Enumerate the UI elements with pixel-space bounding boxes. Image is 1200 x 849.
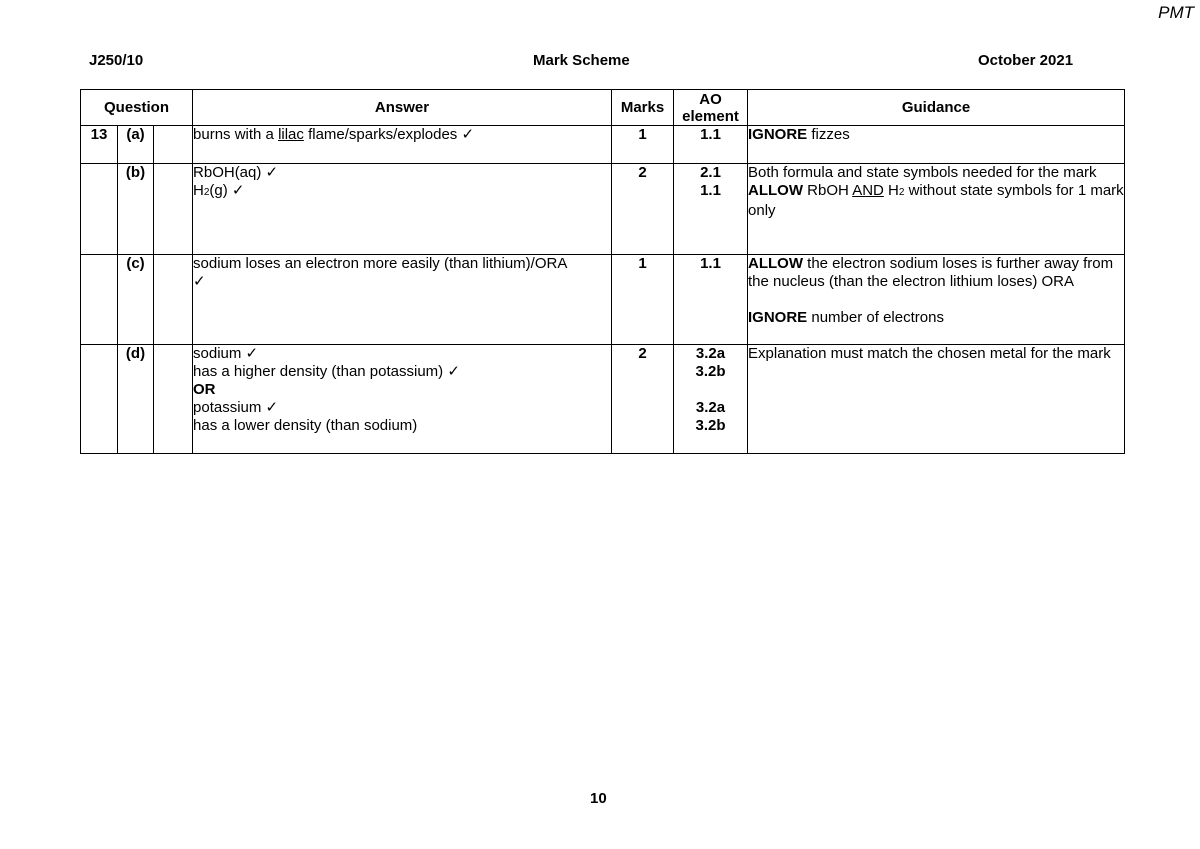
ao-header-line1: AO bbox=[699, 90, 722, 108]
paper-code: J250/10 bbox=[89, 52, 144, 69]
question-subpart bbox=[154, 255, 193, 345]
answer-underlined: lilac bbox=[278, 126, 304, 143]
question-number bbox=[81, 255, 118, 345]
question-part: (d) bbox=[118, 345, 154, 454]
guidance-cell bbox=[748, 164, 1125, 255]
ao-value: 2.1 bbox=[700, 164, 721, 181]
guidance-text: RbOH bbox=[803, 182, 853, 199]
spacer bbox=[748, 291, 1124, 309]
ao-value: 3.2b bbox=[695, 417, 726, 434]
question-subpart bbox=[154, 126, 193, 164]
subscript: 2 bbox=[203, 187, 210, 198]
answer-text: (g) ✓ bbox=[209, 182, 245, 199]
mark-scheme-table bbox=[80, 89, 1125, 454]
exam-date: October 2021 bbox=[978, 52, 1074, 69]
ao-cell: 1.1 bbox=[674, 126, 748, 164]
answer-cell bbox=[193, 126, 612, 164]
document-title: Mark Scheme bbox=[533, 52, 630, 69]
watermark: PMT bbox=[1158, 3, 1194, 22]
question-number bbox=[81, 164, 118, 255]
table-row bbox=[81, 164, 1125, 255]
guidance-header: Guidance bbox=[748, 90, 1125, 126]
marks-cell: 2 bbox=[612, 164, 674, 255]
answer-cell bbox=[193, 345, 612, 454]
question-part: (c) bbox=[118, 255, 154, 345]
guidance-cell bbox=[748, 126, 1125, 164]
guidance-cell bbox=[748, 255, 1125, 345]
guidance-text: fizzes bbox=[807, 126, 850, 143]
answer-line: sodium ✓ bbox=[193, 345, 259, 362]
answer-cell bbox=[193, 255, 612, 345]
table-row bbox=[81, 345, 1125, 454]
answer-line: potassium ✓ bbox=[193, 399, 279, 416]
guidance-text: without state symbols for 1 mark only bbox=[748, 182, 1124, 219]
guidance-text: H bbox=[883, 182, 899, 199]
table-row bbox=[81, 255, 1125, 345]
answer-line: ✓ bbox=[193, 273, 206, 290]
answer-line bbox=[193, 182, 611, 202]
guidance-line bbox=[748, 309, 1124, 327]
answer-line: sodium loses an electron more easily (than lithium)/ORA bbox=[193, 255, 568, 272]
ao-value: 3.2a bbox=[695, 399, 726, 416]
spacer bbox=[674, 381, 747, 399]
guidance-line bbox=[748, 255, 1124, 291]
table-row bbox=[81, 126, 1125, 164]
guidance-keyword: ALLOW bbox=[748, 182, 803, 199]
ao-header bbox=[674, 90, 748, 126]
answer-or: OR bbox=[193, 381, 216, 398]
question-number: 13 bbox=[81, 126, 118, 164]
answer-header: Answer bbox=[193, 90, 612, 126]
answer-line: RbOH(aq) ✓ bbox=[193, 164, 279, 181]
guidance-text: number of electrons bbox=[807, 309, 944, 326]
guidance-keyword: ALLOW bbox=[748, 255, 803, 272]
ao-value: 3.2b bbox=[695, 363, 726, 380]
subscript: 2 bbox=[898, 187, 905, 198]
guidance-text: Both formula and state symbols needed for the mark bbox=[748, 164, 1097, 181]
guidance-underlined: AND bbox=[852, 182, 884, 199]
guidance-cell: Explanation must match the chosen metal for the mark bbox=[748, 345, 1125, 454]
ao-cell bbox=[674, 345, 748, 454]
guidance-line bbox=[748, 182, 1124, 220]
marks-header: Marks bbox=[612, 90, 674, 126]
answer-text: flame/sparks/explodes ✓ bbox=[303, 126, 475, 143]
answer-line: has a lower density (than sodium) bbox=[193, 417, 418, 434]
answer-text: H bbox=[193, 182, 204, 199]
marks-cell: 1 bbox=[612, 126, 674, 164]
question-subpart bbox=[154, 345, 193, 454]
answer-line: has a higher density (than potassium) ✓ bbox=[193, 363, 460, 380]
ao-cell: 1.1 bbox=[674, 255, 748, 345]
ao-value: 3.2a bbox=[695, 345, 726, 362]
ao-cell bbox=[674, 164, 748, 255]
guidance-keyword: IGNORE bbox=[748, 309, 808, 326]
answer-text: burns with a bbox=[193, 126, 279, 143]
answer-cell bbox=[193, 164, 612, 255]
guidance-text: the electron sodium loses is further away from the nucleus (than the electron lithium loses) ORA bbox=[748, 255, 1114, 290]
ao-value: 1.1 bbox=[700, 182, 721, 199]
question-part: (b) bbox=[118, 164, 154, 255]
question-subpart bbox=[154, 164, 193, 255]
table-header-row bbox=[81, 90, 1125, 126]
question-part: (a) bbox=[118, 126, 154, 164]
page-number: 10 bbox=[590, 790, 607, 807]
guidance-keyword: IGNORE bbox=[748, 126, 808, 143]
marks-cell: 1 bbox=[612, 255, 674, 345]
question-number bbox=[81, 345, 118, 454]
marks-cell: 2 bbox=[612, 345, 674, 454]
ao-header-line2: element bbox=[682, 107, 739, 125]
question-header: Question bbox=[81, 90, 193, 126]
